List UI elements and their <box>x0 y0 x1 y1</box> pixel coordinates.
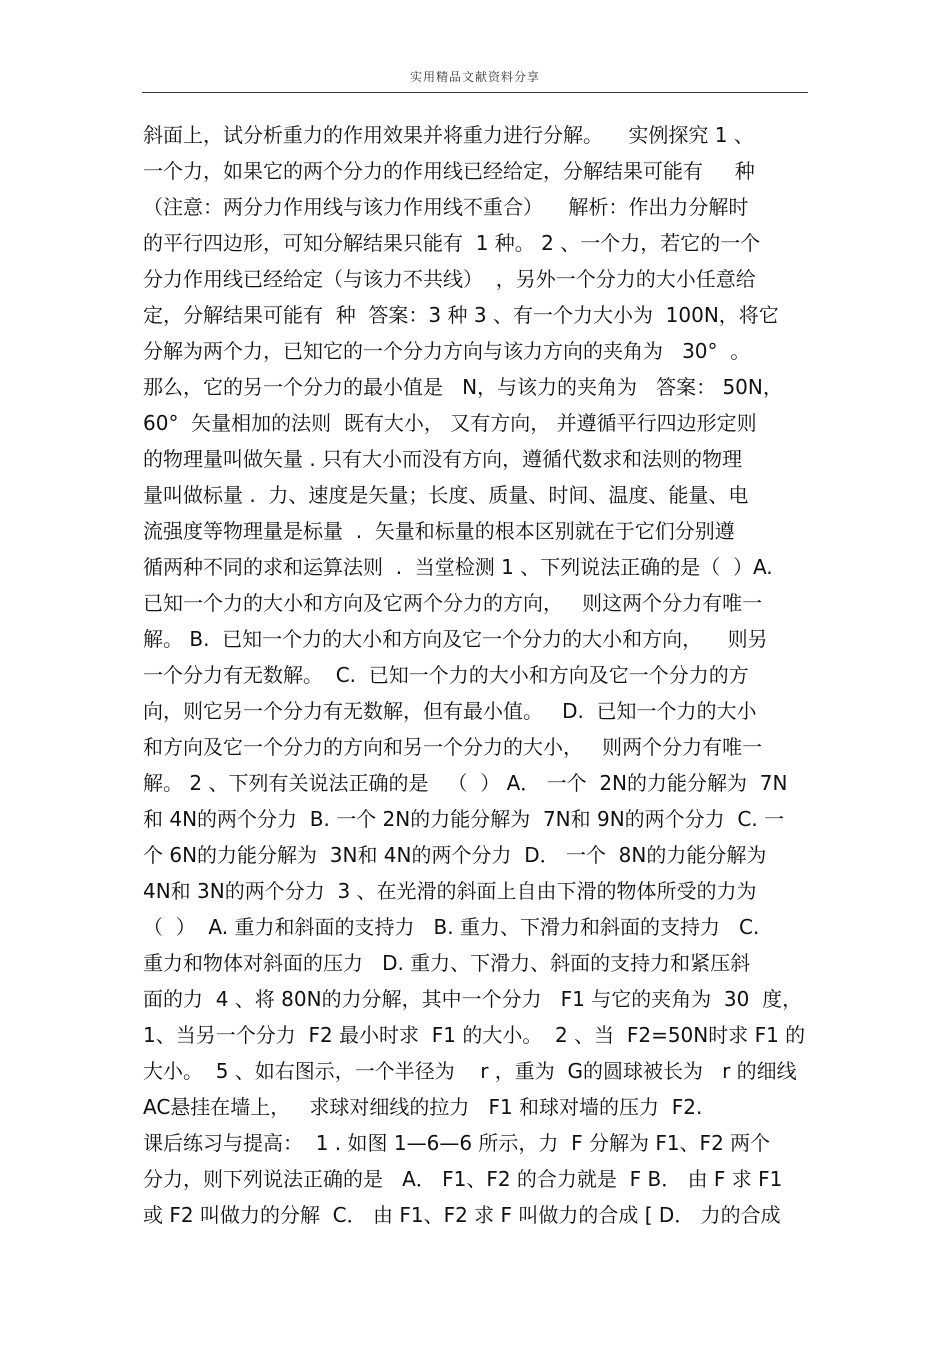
text-line: 4N和 3N的两个分力 3 、在光滑的斜面上自由下滑的物体所受的力为 <box>143 879 757 903</box>
text-line: 和 4N的两个分力 B. 一个 2N的力能分解为 7N和 9N的两个分力 C. 一 <box>143 807 785 831</box>
text-line: 60° 矢量相加的法则 既有大小， 又有方向， 并遵循平行四边形定则 <box>143 411 757 435</box>
text-line: 定，分解结果可能有 种 答案：3 种 3 、有一个力大小为 100N，将它 <box>143 303 779 327</box>
text-line: 斜面上，试分析重力的作用效果并将重力进行分解。 实例探究 1 、 <box>143 123 754 147</box>
text-line: 解。 2 、下列有关说法正确的是 （ ） A． 一个 2N的力能分解为 7N <box>143 771 788 795</box>
text-line: 或 F2 叫做力的分解 C． 由 F1、F2 求 F 叫做力的合成 [ D． 力的合成 <box>143 1203 781 1227</box>
text-line: （注意：两分力作用线与该力作用线不重合） 解析：作出力分解时 <box>143 195 749 219</box>
text-line: 分力作用线已经给定（与该力不共线） ，另外一个分力的大小任意给 <box>143 267 756 291</box>
text-line: 个 6N的力能分解为 3N和 4N的两个分力 D． 一个 8N的力能分解为 <box>143 843 767 867</box>
text-line: 向，则它另一个分力有无数解，但有最小值。 D. 已知一个力的大小 <box>143 699 757 723</box>
text-line: AC悬挂在墙上， 求球对细线的拉力 F1 和球对墙的压力 F2. <box>143 1095 703 1119</box>
text-line: 和方向及它一个分力的方向和另一个分力的大小， 则两个分力有唯一 <box>143 735 763 759</box>
text-line: 面的力 4 、将 80N的力分解，其中一个分力 F1 与它的夹角为 30 度， <box>143 987 803 1011</box>
text-line: 分力，则下列说法正确的是 A． F1、F2 的合力就是 F B． 由 F 求 F1 <box>143 1167 783 1191</box>
text-line: 一个力，如果它的两个分力的作用线已经给定，分解结果可能有 种 <box>143 159 755 183</box>
text-line: 解。 B. 已知一个力的大小和方向及它一个分力的大小和方向， 则另 <box>143 627 768 651</box>
text-line: 的平行四边形，可知分解结果只能有 1 种。 2 、一个力，若它的一个 <box>143 231 761 255</box>
text-line: 的物理量叫做矢量 . 只有大小而没有方向，遵循代数求和法则的物理 <box>143 447 743 471</box>
text-line: （ ） A. 重力和斜面的支持力 B. 重力、下滑力和斜面的支持力 C. <box>143 915 760 939</box>
text-line: 循两种不同的求和运算法则 . 当堂检测 1 、下列说法正确的是（ ）A. <box>143 555 773 579</box>
text-line: 1、当另一个分力 F2 最小时求 F1 的大小。 2 、当 F2=50N时求 F1 的 <box>143 1023 806 1047</box>
document-body <box>143 117 813 1233</box>
text-line: 课后练习与提高： 1 . 如图 1—6—6 所示，力 F 分解为 F1、F2 两个 <box>143 1131 771 1155</box>
text-line: 分解为两个力，已知它的一个分力方向与该力方向的夹角为 30° 。 <box>143 339 751 363</box>
text-line: 大小。 5 、如右图示，一个半径为 r ，重为 G的圆球被长为 r 的细线 <box>143 1059 797 1083</box>
header-title: 实用精品文献资料分享 <box>409 70 540 84</box>
text-line: 量叫做标量 . 力、速度是矢量；长度、质量、时间、温度、能量、电 <box>143 483 749 507</box>
text-line: 重力和物体对斜面的压力 D. 重力、下滑力、斜面的支持力和紧压斜 <box>143 951 751 975</box>
text-line: 已知一个力的大小和方向及它两个分力的方向， 则这两个分力有唯一 <box>143 591 763 615</box>
page-header <box>142 66 808 93</box>
text-line: 一个分力有无数解。 C. 已知一个力的大小和方向及它一个分力的方 <box>143 663 749 687</box>
text-line: 流强度等物理量是标量 . 矢量和标量的根本区别就在于它们分别遵 <box>143 519 735 543</box>
text-line: 那么，它的另一个分力的最小值是 N，与该力的夹角为 答案： 50N， <box>143 375 783 399</box>
